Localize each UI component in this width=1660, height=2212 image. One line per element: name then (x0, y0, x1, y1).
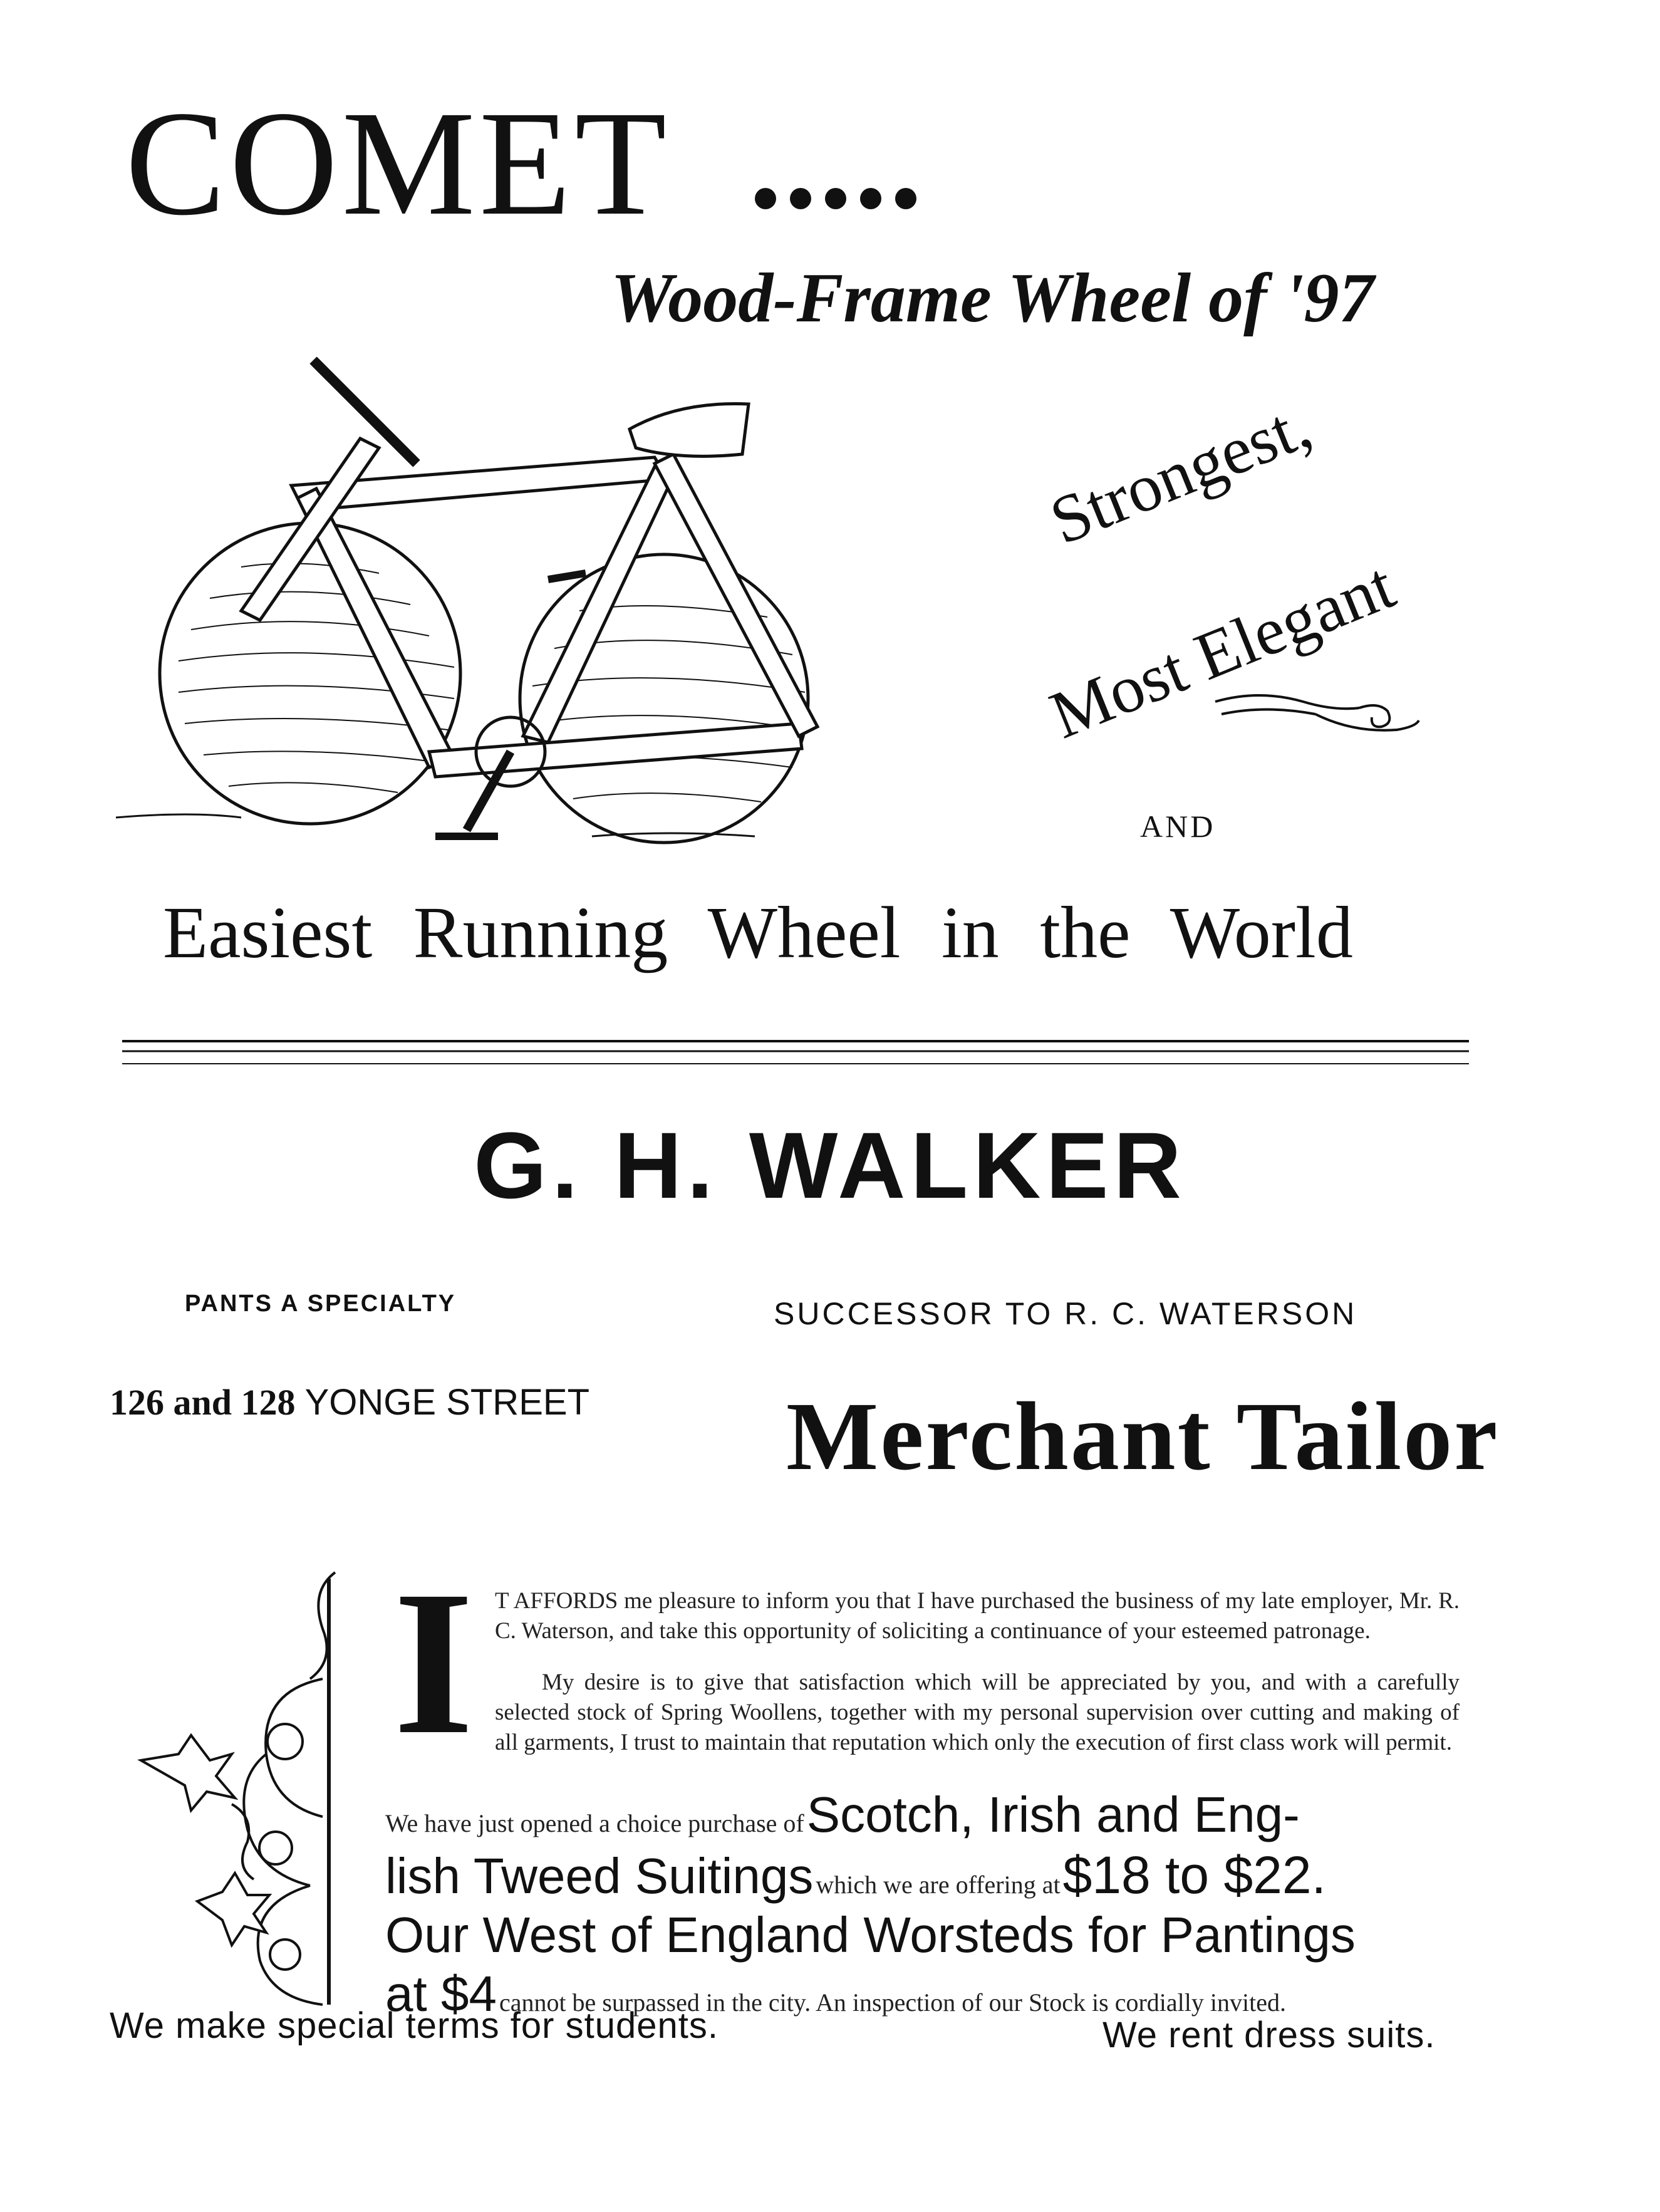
strongest-slogan: Strongest, (1040, 387, 1321, 559)
offer-tail: cannot be surpassed in the city. An inspection of our Stock is cordially invited. (499, 1988, 1286, 2017)
wooden-bicycle-illustration (116, 335, 855, 855)
address (110, 1381, 589, 1423)
address-number: 126 and 128 (110, 1382, 296, 1423)
paragraph-intro: T AFFORDS me pleasure to inform you that I have purchased the business of my late employer, Mr. R. C. Waterson, and take this opportunity of soliciting a continuance of your esteemed patronage. (495, 1588, 1460, 1644)
successor-line: SUCCESSOR TO R. C. WATERSON (774, 1296, 1357, 1331)
offer-block (385, 1789, 1463, 2027)
students-terms: We make special terms for students. (110, 2005, 718, 2046)
comet-tagline: Easiest Running Wheel in the World (163, 891, 1353, 974)
offer-worsteds: Our West of England Worsteds for Pantings (385, 1907, 1356, 1963)
business-name: G. H. WALKER (474, 1113, 1186, 1218)
offer-at-price: at $4 (385, 1966, 497, 2022)
comet-title: COMET (125, 80, 670, 246)
address-street: YONGE STREET (304, 1382, 589, 1423)
comet-subtitle: Wood-Frame Wheel of '97 (611, 259, 1374, 337)
offer-fabric-2: lish Tweed Suitings (385, 1848, 814, 1904)
offer-intro: We have just opened a choice purchase of (385, 1809, 804, 1837)
offer-price: $18 to $22. (1062, 1846, 1326, 1904)
pants-specialty: PANTS A SPECIALTY (185, 1290, 457, 1317)
offer-mid: which we are offering at (816, 1871, 1061, 1899)
merchant-tailor: Merchant Tailor (786, 1382, 1500, 1490)
flourish-ornament (1209, 677, 1422, 745)
dress-suits-rental: We rent dress suits. (1102, 2015, 1436, 2055)
and-word: AND (1140, 809, 1216, 844)
divider-rule (122, 1034, 1469, 1071)
title-dots (755, 188, 949, 219)
paragraph-desire: My desire is to give that satisfaction which will be appreciated by you, and with a carefully selected stock of Spring Woollens, together with my personal supervision over cutting and making of all garments, I trust to maintain that reputation which only the execution of first class work will permit. (495, 1669, 1460, 1755)
most-elegant-slogan: Most Elegant (1040, 548, 1405, 754)
drop-cap: I (393, 1549, 474, 1777)
offer-fabric-1: Scotch, Irish and Eng- (806, 1787, 1300, 1842)
